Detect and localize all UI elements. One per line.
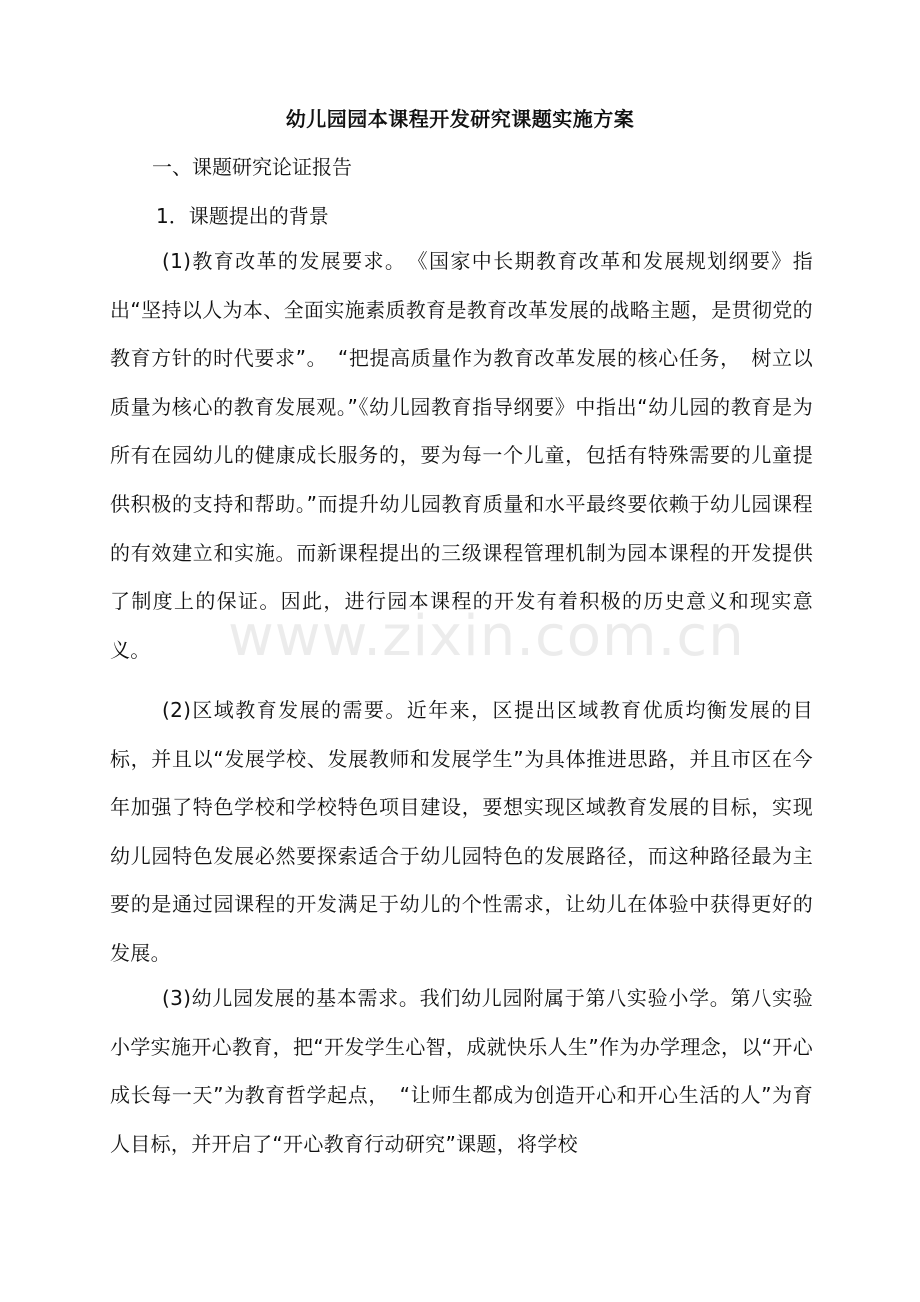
- paragraph-text: (2)区域教育发展的需要。近年来，区提出区域教育优质均衡发展的目标，并且以“发展学校、发展教师和发展学生”为具体推进思路，并且市区在今年加强了特色学校和学校特色项目建设，要想实现区域教育发展的目标，实现幼儿园特色发展必然要探索适合于幼儿园特色的发展路径，而这种路径最为主要的是通过园课程的开发满足于幼儿的个性需求，让幼儿在体验中获得更好的发展。: [110, 698, 813, 965]
- paragraph-3: [110, 974, 813, 1168]
- section-heading: 一、课题研究论证报告: [152, 155, 352, 179]
- paragraph-2: [110, 686, 813, 978]
- paragraph-text: (3)幼儿园发展的基本需求。我们幼儿园附属于第八实验小学。第八实验小学实施开心教育，把“开发学生心智，成就快乐人生”作为办学理念，以“开心成长每一天”为教育哲学起点， “让师生都成为创造开心和开心生活的人”为育人目标，并开启了“开心教育行动研究”课题，将学校: [110, 986, 813, 1156]
- paragraph-text: (1)教育改革的发展要求。 《国家中长期教育改革和发展规划纲要》指出“坚持以人为本、全面实施素质教育是教育改革发展的战略主题，是贯彻党的教育方针的时代要求”。 “把提高质量作为教育改革发展的核心任务， 树立以质量为核心的教育发展观。”《幼儿园教育指导纲要》中指出“幼儿园的教育是为所有在园幼儿的健康成长服务的，要为每一个儿童，包括有特殊需要的儿童提供积极的支持和帮助。”而提升幼儿园教育质量和水平最终要依赖于幼儿园课程的有效建立和实施。而新课程提出的三级课程管理机制为园本课程的开发提供了制度上的保证。因此，进行园本课程的开发有着积极的历史意义和现实意义。: [110, 249, 813, 662]
- subsection-heading: 1．课题提出的背景: [156, 204, 329, 228]
- document-title: 幼儿园园本课程开发研究课题实施方案: [285, 107, 635, 131]
- watermark-text: www.zixin.com.cn: [228, 604, 745, 669]
